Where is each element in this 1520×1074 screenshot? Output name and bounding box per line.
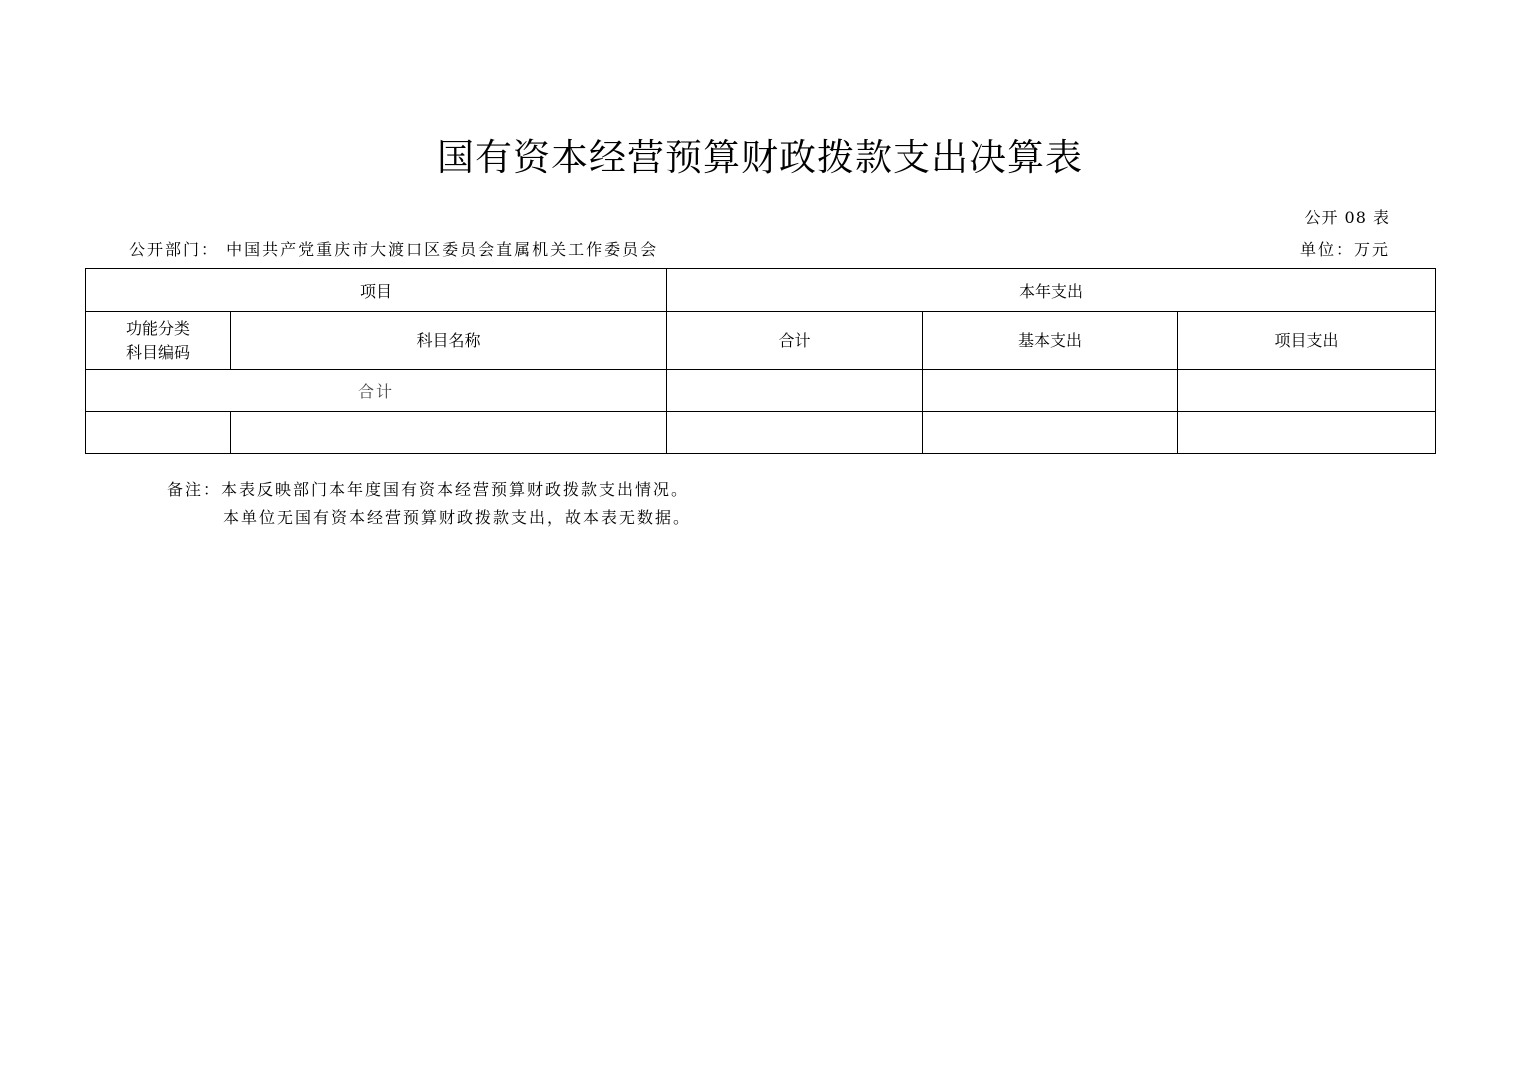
total-row-label: 合计 <box>86 370 667 412</box>
header-function-code-line2: 科目编码 <box>125 342 190 362</box>
unit-label: 单位：万元 <box>1299 240 1390 259</box>
table-row <box>86 412 1436 454</box>
form-number: 公开 08 表 <box>1304 208 1390 227</box>
header-basic-expense: 基本支出 <box>923 312 1178 370</box>
row-code <box>86 412 231 454</box>
row-name <box>231 412 667 454</box>
header-function-code-line1: 功能分类 <box>125 318 190 338</box>
table-total-row <box>86 370 1436 412</box>
header-year-expense: 本年支出 <box>667 269 1436 312</box>
total-row-basic <box>923 370 1178 412</box>
total-row-project <box>1178 370 1436 412</box>
page-title: 国有资本经营预算财政拨款支出决算表 <box>437 136 1083 179</box>
department-label: 公开部门： 中国共产党重庆市大渡口区委员会直属机关工作委员会 <box>129 240 659 259</box>
note-line-2: 本单位无国有资本经营预算财政拨款支出，故本表无数据。 <box>223 508 692 527</box>
table-header-row <box>86 269 1436 312</box>
notes <box>167 476 691 532</box>
header-function-code <box>86 312 231 370</box>
total-row-total <box>667 370 923 412</box>
header-subject-name: 科目名称 <box>231 312 667 370</box>
budget-table <box>85 268 1436 454</box>
header-total: 合计 <box>667 312 923 370</box>
note-line-1: 备注：本表反映部门本年度国有资本经营预算财政拨款支出情况。 <box>167 480 690 499</box>
row-project <box>1178 412 1436 454</box>
row-basic <box>923 412 1178 454</box>
header-project-expense: 项目支出 <box>1178 312 1436 370</box>
header-item: 项目 <box>86 269 667 312</box>
row-total <box>667 412 923 454</box>
table-subheader-row <box>86 312 1436 370</box>
